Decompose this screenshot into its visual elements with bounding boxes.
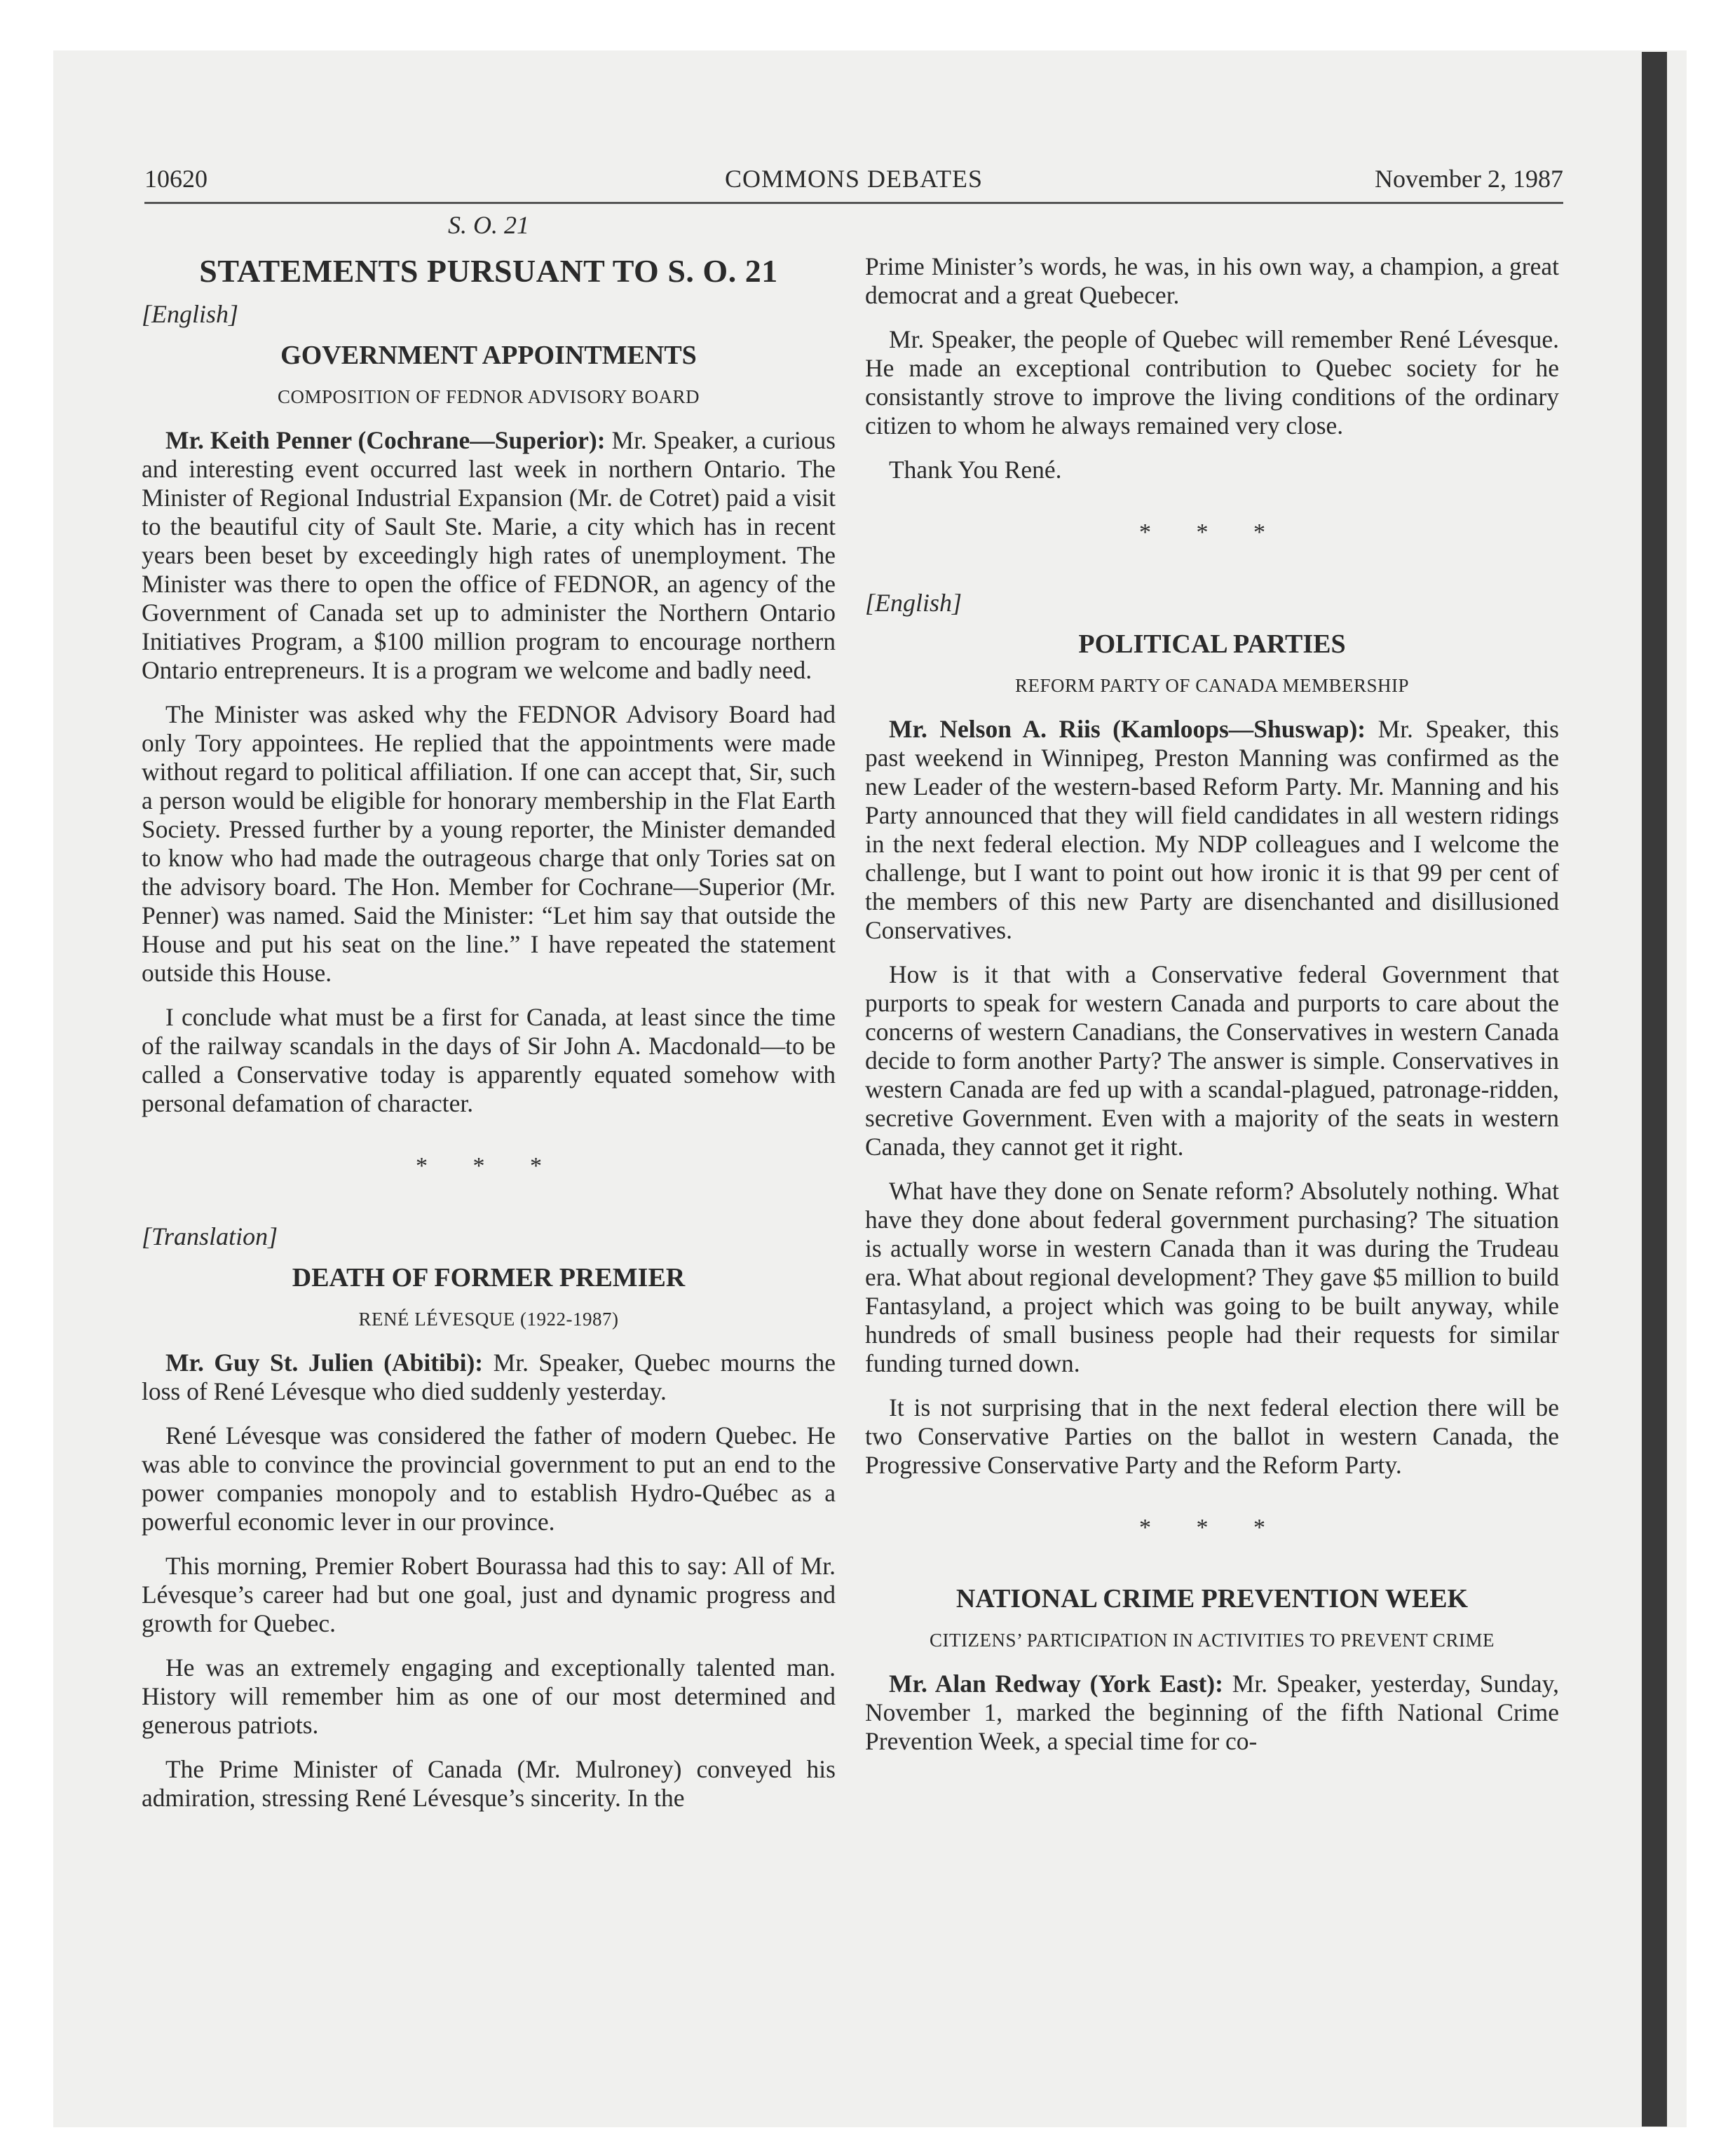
paragraph: It is not surprising that in the next federal election there will be two Conservative Parties on the ballot in western Canada, the Progressive Conservative Party and the Reform Party. bbox=[865, 1393, 1559, 1479]
paragraph bbox=[865, 1670, 1559, 1756]
paragraph-text: Mr. Speaker, this past weekend in Winnipeg, Preston Manning was confirmed as the new Leader of the western-based Reform Party. Mr. Manning and his Party announced that they will field candidates in all western ridings in the next federal election. My NDP colleagues and I welcome the challenge, but I want to point out how ironic it is that 99 per cent of the members of this new Party are disenchanted and disillusioned Conservatives. bbox=[865, 715, 1559, 944]
paragraph: How is it that with a Conservative federal Government that purports to speak for western Canada and purports to care about the concerns of western Canadians, the Conservatives in western Canada decide to form another Party? The answer is simple. Conservatives in western Canada are fed up with a scandal-plagued, patronage-ridden, secretive Government. Even with a majority of the seats in western Canada, they cannot get it right. bbox=[865, 960, 1559, 1161]
paragraph-text: Mr. Speaker, Quebec mourns the loss of René Lévesque who died suddenly yesterday. bbox=[142, 1349, 836, 1405]
section-heading: DEATH OF FORMER PREMIER bbox=[292, 1263, 686, 1292]
section-subheading: REFORM PARTY OF CANADA MEMBERSHIP bbox=[1014, 675, 1409, 696]
left-column bbox=[142, 252, 836, 1828]
speaker-name: Mr. Nelson A. Riis (Kamloops—Shuswap): bbox=[889, 715, 1366, 743]
paragraph: The Prime Minister of Canada (Mr. Mulroney) conveyed his admiration, stressing René Lévesque’s sincerity. In the bbox=[142, 1755, 836, 1812]
paragraph: Mr. Speaker, the people of Quebec will remember René Lévesque. He made an exceptional contribution to Quebec society for he consistantly strove to improve the living conditions of the ordinary citizen to whom he always remained very close. bbox=[865, 325, 1559, 439]
paragraph: Thank You René. bbox=[889, 456, 1062, 484]
right-column bbox=[865, 252, 1559, 1771]
binding-edge bbox=[1642, 52, 1667, 2127]
section-heading: POLITICAL PARTIES bbox=[1078, 629, 1346, 659]
speaker-name: Mr. Alan Redway (York East): bbox=[889, 1670, 1223, 1698]
section-subheading: RENÉ LÉVESQUE (1922-1987) bbox=[358, 1309, 619, 1330]
main-heading: STATEMENTS PURSUANT TO S. O. 21 bbox=[199, 253, 778, 289]
paragraph: I conclude what must be a first for Canada, at least since the time of the railway scandals in the days of Sir John A. Macdonald—to be called a Conservative today is apparently equated somehow with personal defamation of character. bbox=[142, 1003, 836, 1117]
running-header bbox=[144, 158, 1563, 204]
section-heading: GOVERNMENT APPOINTMENTS bbox=[280, 341, 697, 370]
paragraph: René Lévesque was considered the father of modern Quebec. He was able to convince the provincial government to put an end to the power companies monopoly and to establish Hydro-Québec as a powerful economic lever in our province. bbox=[142, 1421, 836, 1536]
language-marker: [English] bbox=[865, 589, 962, 617]
publication-title: COMMONS DEBATES bbox=[724, 165, 984, 193]
paragraph bbox=[142, 426, 836, 685]
section-separator: * * * bbox=[1139, 519, 1285, 545]
section-subheading: CITIZENS’ PARTICIPATION IN ACTIVITIES TO PREVENT CRIME bbox=[930, 1630, 1495, 1651]
section-separator: * * * bbox=[1139, 1515, 1285, 1541]
paragraph: The Minister was asked why the FEDNOR Advisory Board had only Tory appointees. He replied that the appointments were made without regard to political affiliation. If one can accept that, Sir, such a person would be eligible for honorary membership in the Flat Earth Society. Pressed further by a young reporter, the Minister demanded to know who had made the outrageous charge that only Tories sat on the advisory board. The Hon. Member for Cochrane—Superior (Mr. Penner) was named. Said the Minister: “Let him say that outside the House and put his seat on the line.” I have repeated the statement outside this House. bbox=[142, 700, 836, 987]
speaker-name: Mr. Keith Penner (Cochrane—Superior): bbox=[165, 426, 606, 454]
language-marker: [Translation] bbox=[142, 1222, 278, 1250]
so21-label: S. O. 21 bbox=[448, 211, 529, 239]
paragraph: This morning, Premier Robert Bourassa had this to say: All of Mr. Lévesque’s career had but one goal, just and dynamic progress and growth for Quebec. bbox=[142, 1552, 836, 1637]
paragraph: He was an extremely engaging and exceptionally talented man. History will remember him as one of our most determined and generous patriots. bbox=[142, 1653, 836, 1739]
issue-date: November 2, 1987 bbox=[1375, 165, 1563, 193]
section-separator: * * * bbox=[416, 1153, 562, 1179]
paragraph-text: Mr. Speaker, a curious and interesting event occurred last week in northern Ontario. The Minister of Regional Industrial Expansion (Mr. de Cotret) paid a visit to the beautiful city of Sault Ste. Marie, a city which has in recent years been beset by exceedingly high rates of unemployment. The Minister was there to open the office of FEDNOR, an agency of the Government of Canada set up to administer the Northern Ontario Initiatives Program, a $100 million program to encourage northern Ontario entrepreneurs. It is a program we welcome and badly need. bbox=[142, 426, 836, 684]
language-marker: [English] bbox=[142, 300, 239, 328]
section-subheading: COMPOSITION OF FEDNOR ADVISORY BOARD bbox=[277, 386, 700, 407]
paragraph: What have they done on Senate reform? Absolutely nothing. What have they done about federal government purchasing? The situation is actually worse in western Canada than it was during the Trudeau era. What about regional development? They gave $5 million to build Fantasyland, a project which was going to be built anyway, while hundreds of small business people had their requests for similar funding turned down. bbox=[865, 1177, 1559, 1377]
paragraph bbox=[865, 715, 1559, 945]
page-number: 10620 bbox=[144, 165, 207, 193]
paragraph-text: Mr. Speaker, yesterday, Sunday, November 1, marked the beginning of the fifth National Crime Prevention Week, a special time for co- bbox=[865, 1670, 1559, 1755]
paragraph bbox=[142, 1349, 836, 1406]
section-heading: NATIONAL CRIME PREVENTION WEEK bbox=[955, 1584, 1469, 1613]
paragraph-continuation: Prime Minister’s words, he was, in his own way, a champion, a great democrat and a great Quebecer. bbox=[865, 252, 1559, 309]
speaker-name: Mr. Guy St. Julien (Abitibi): bbox=[165, 1349, 484, 1377]
